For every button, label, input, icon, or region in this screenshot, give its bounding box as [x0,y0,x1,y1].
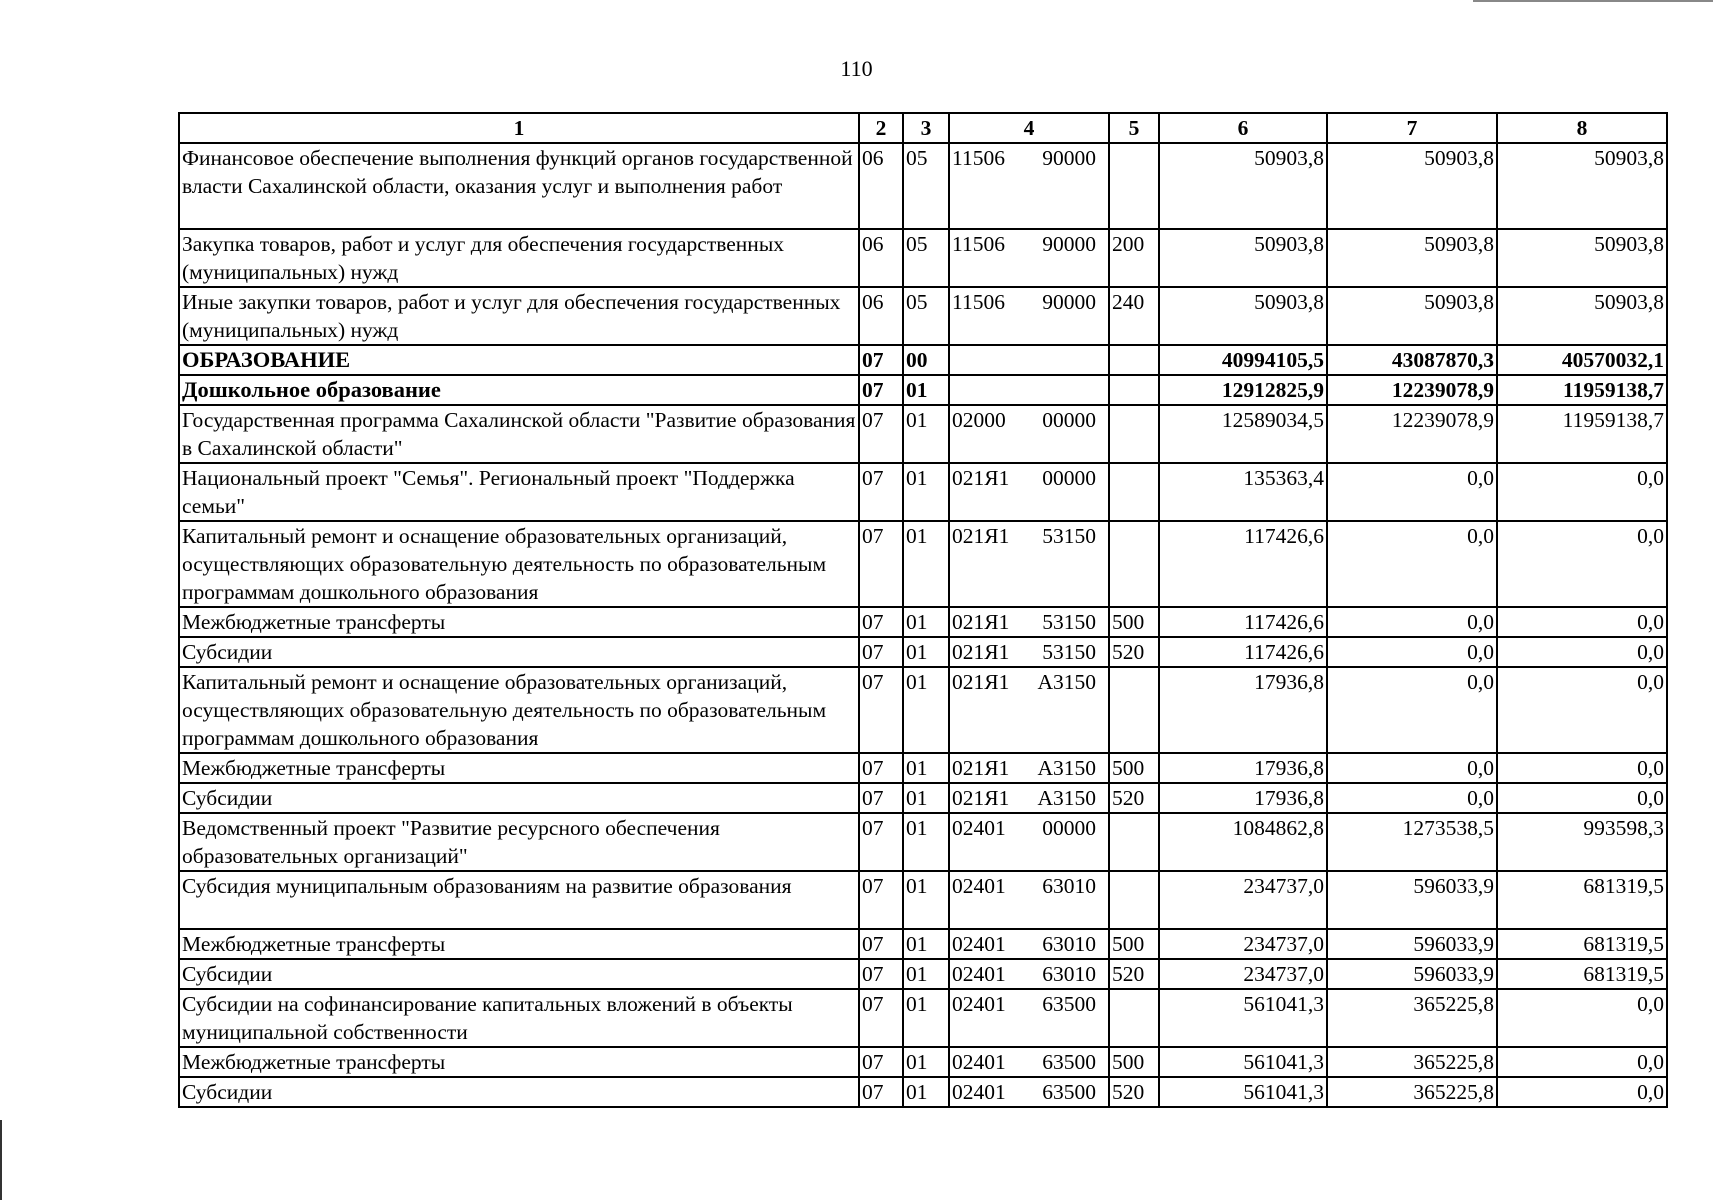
target-program-code: 11506 [952,290,1005,314]
section-code-cell: 07 [859,463,903,521]
amount-col8-cell: 40570032,1 [1497,345,1667,375]
subsection-code-cell: 01 [903,667,949,753]
target-article-cell [949,959,1109,989]
section-code-cell: 07 [859,667,903,753]
target-article-code [952,872,1106,900]
amount-col8-cell: 0,0 [1497,637,1667,667]
amount-col7-cell: 596033,9 [1327,871,1497,929]
amount-col8-cell: 0,0 [1497,783,1667,813]
target-direction-code: 53150 [1042,610,1096,634]
target-direction-code: 63500 [1042,1050,1096,1074]
subsection-code-cell: 01 [903,783,949,813]
amount-col7-cell: 12239078,9 [1327,375,1497,405]
amount-col6-cell: 234737,0 [1159,959,1327,989]
row-name-cell: Закупка товаров, работ и услуг для обеспечения государственных (муниципальных) нужд [179,229,859,287]
amount-col8-cell: 0,0 [1497,1047,1667,1077]
amount-col8-cell: 681319,5 [1497,871,1667,929]
expense-type-cell: 520 [1109,959,1159,989]
target-article-code [952,1048,1106,1076]
section-code-cell: 07 [859,607,903,637]
amount-col8-cell: 11959138,7 [1497,405,1667,463]
section-code-cell: 07 [859,783,903,813]
subsection-code-cell: 01 [903,959,949,989]
expense-type-cell [1109,345,1159,375]
expense-type-cell [1109,405,1159,463]
target-program-code: 021Я1 [952,670,1010,694]
target-article-code [952,230,1106,258]
table-row [179,929,1667,959]
section-code-cell: 07 [859,929,903,959]
subsection-code-cell: 01 [903,1047,949,1077]
amount-col7-cell: 596033,9 [1327,929,1497,959]
row-name-cell: Субсидии [179,959,859,989]
target-article-cell [949,405,1109,463]
row-name-cell: Субсидии [179,637,859,667]
amount-col7-cell: 1273538,5 [1327,813,1497,871]
table-row [179,375,1667,405]
amount-col6-cell: 17936,8 [1159,783,1327,813]
column-header: 1 [179,113,859,143]
row-name-cell: Ведомственный проект "Развитие ресурсного обеспечения образовательных организаций" [179,813,859,871]
table-row [179,143,1667,229]
column-header: 6 [1159,113,1327,143]
column-header: 7 [1327,113,1497,143]
row-name-cell: Субсидии [179,783,859,813]
target-program-code: 02401 [952,816,1006,840]
amount-col7-cell: 50903,8 [1327,143,1497,229]
target-program-code: 021Я1 [952,610,1010,634]
subsection-code-cell: 01 [903,813,949,871]
row-name-cell: Субсидия муниципальным образованиям на развитие образования [179,871,859,929]
subsection-code-cell: 01 [903,463,949,521]
target-article-code [952,522,1106,550]
section-code-cell: 07 [859,637,903,667]
target-program-code: 021Я1 [952,466,1010,490]
amount-col7-cell: 50903,8 [1327,287,1497,345]
table-row [179,989,1667,1047]
row-name-cell: Субсидии [179,1077,859,1107]
column-header: 3 [903,113,949,143]
target-article-code [952,990,1106,1018]
target-article-code [952,754,1106,782]
row-name-cell: Иные закупки товаров, работ и услуг для обеспечения государственных (муниципальных) нужд [179,287,859,345]
subsection-code-cell: 00 [903,345,949,375]
section-code-cell: 07 [859,813,903,871]
subsection-code-cell: 05 [903,287,949,345]
row-name-cell: Финансовое обеспечение выполнения функций органов государственной власти Сахалинской области, оказания услуг и выполнения работ [179,143,859,229]
amount-col6-cell: 40994105,5 [1159,345,1327,375]
target-program-code: 021Я1 [952,786,1010,810]
row-name-cell: Национальный проект "Семья". Региональный проект "Поддержка семьи" [179,463,859,521]
section-code-cell: 07 [859,753,903,783]
amount-col8-cell: 0,0 [1497,989,1667,1047]
table-row [179,405,1667,463]
row-name-cell: Капитальный ремонт и оснащение образовательных организаций, осуществляющих образовательную деятельность по образовательным программам дошкольного образования [179,521,859,607]
column-header: 2 [859,113,903,143]
expense-type-cell [1109,521,1159,607]
expense-type-cell [1109,375,1159,405]
amount-col6-cell: 117426,6 [1159,607,1327,637]
table-row [179,1047,1667,1077]
target-article-code [952,930,1106,958]
expense-type-cell: 520 [1109,1077,1159,1107]
amount-col8-cell: 50903,8 [1497,143,1667,229]
amount-col7-cell: 365225,8 [1327,989,1497,1047]
amount-col8-cell: 0,0 [1497,1077,1667,1107]
amount-col6-cell: 117426,6 [1159,637,1327,667]
target-direction-code: 53150 [1042,524,1096,548]
target-article-cell [949,929,1109,959]
table-header-row [179,113,1667,143]
amount-col7-cell: 365225,8 [1327,1077,1497,1107]
expense-type-cell [1109,143,1159,229]
row-name-cell: Государственная программа Сахалинской области "Развитие образования в Сахалинской области" [179,405,859,463]
amount-col7-cell: 43087870,3 [1327,345,1497,375]
expense-type-cell: 520 [1109,637,1159,667]
table-row [179,753,1667,783]
amount-col6-cell: 117426,6 [1159,521,1327,607]
subsection-code-cell: 01 [903,929,949,959]
target-article-cell [949,989,1109,1047]
amount-col8-cell: 11959138,7 [1497,375,1667,405]
target-program-code: 11506 [952,232,1005,256]
target-article-cell [949,521,1109,607]
subsection-code-cell: 01 [903,637,949,667]
target-article-cell [949,143,1109,229]
table-row [179,1077,1667,1107]
scan-edge-line [1473,0,1713,2]
subsection-code-cell: 01 [903,521,949,607]
target-article-cell [949,1077,1109,1107]
target-direction-code: 90000 [1042,290,1096,314]
target-article-cell [949,753,1109,783]
amount-col6-cell: 50903,8 [1159,287,1327,345]
row-name-cell: ОБРАЗОВАНИЕ [179,345,859,375]
target-article-cell [949,667,1109,753]
table-row [179,959,1667,989]
target-article-code [952,464,1106,492]
target-direction-code: А3150 [1037,756,1096,780]
subsection-code-cell: 01 [903,607,949,637]
row-name-cell: Субсидии на софинансирование капитальных вложений в объекты муниципальной собственности [179,989,859,1047]
table-row [179,521,1667,607]
target-article-cell [949,375,1109,405]
target-article-cell [949,1047,1109,1077]
target-article-cell [949,783,1109,813]
amount-col7-cell: 50903,8 [1327,229,1497,287]
section-code-cell: 07 [859,989,903,1047]
amount-col6-cell: 561041,3 [1159,1047,1327,1077]
target-article-cell [949,637,1109,667]
subsection-code-cell: 01 [903,989,949,1047]
expense-type-cell [1109,463,1159,521]
amount-col8-cell: 0,0 [1497,521,1667,607]
target-program-code: 02401 [952,1080,1006,1104]
column-header: 8 [1497,113,1667,143]
amount-col8-cell: 0,0 [1497,753,1667,783]
target-article-code [952,814,1106,842]
expense-type-cell: 500 [1109,1047,1159,1077]
section-code-cell: 07 [859,871,903,929]
section-code-cell: 07 [859,375,903,405]
amount-col6-cell: 135363,4 [1159,463,1327,521]
amount-col8-cell: 50903,8 [1497,287,1667,345]
amount-col7-cell: 0,0 [1327,667,1497,753]
amount-col6-cell: 17936,8 [1159,667,1327,753]
scan-edge-line-left [0,1120,2,1200]
target-direction-code: 63010 [1042,932,1096,956]
target-article-cell [949,287,1109,345]
section-code-cell: 07 [859,1077,903,1107]
expense-type-cell: 520 [1109,783,1159,813]
target-direction-code: А3150 [1037,786,1096,810]
target-article-code [952,406,1106,434]
table-body [179,143,1667,1107]
table-row [179,345,1667,375]
amount-col8-cell: 50903,8 [1497,229,1667,287]
section-code-cell: 07 [859,405,903,463]
target-program-code: 021Я1 [952,524,1010,548]
target-article-code [952,608,1106,636]
subsection-code-cell: 01 [903,871,949,929]
target-program-code: 11506 [952,146,1005,170]
target-direction-code: 63500 [1042,1080,1096,1104]
column-header: 4 [949,113,1109,143]
amount-col7-cell: 0,0 [1327,607,1497,637]
table-row [179,229,1667,287]
amount-col8-cell: 681319,5 [1497,929,1667,959]
target-direction-code: 00000 [1042,816,1096,840]
target-direction-code: А3150 [1037,670,1096,694]
row-name-cell: Межбюджетные трансферты [179,753,859,783]
target-article-cell [949,463,1109,521]
table-row [179,813,1667,871]
target-article-cell [949,345,1109,375]
amount-col7-cell: 0,0 [1327,637,1497,667]
amount-col6-cell: 561041,3 [1159,989,1327,1047]
table-row [179,783,1667,813]
amount-col7-cell: 596033,9 [1327,959,1497,989]
target-article-code [952,288,1106,316]
table-row [179,287,1667,345]
target-article-cell [949,229,1109,287]
target-program-code: 02401 [952,874,1006,898]
table-row [179,871,1667,929]
section-code-cell: 07 [859,345,903,375]
expense-type-cell [1109,989,1159,1047]
amount-col6-cell: 234737,0 [1159,929,1327,959]
subsection-code-cell: 01 [903,1077,949,1107]
target-direction-code: 63010 [1042,874,1096,898]
section-code-cell: 06 [859,287,903,345]
table-row [179,637,1667,667]
column-header: 5 [1109,113,1159,143]
subsection-code-cell: 05 [903,229,949,287]
subsection-code-cell: 05 [903,143,949,229]
expense-type-cell: 240 [1109,287,1159,345]
amount-col7-cell: 0,0 [1327,783,1497,813]
table-row [179,667,1667,753]
budget-table [178,112,1668,1108]
amount-col6-cell: 1084862,8 [1159,813,1327,871]
target-article-code [952,638,1106,666]
amount-col7-cell: 365225,8 [1327,1047,1497,1077]
amount-col8-cell: 0,0 [1497,607,1667,637]
target-program-code: 021Я1 [952,640,1010,664]
subsection-code-cell: 01 [903,405,949,463]
amount-col6-cell: 50903,8 [1159,229,1327,287]
section-code-cell: 06 [859,143,903,229]
amount-col6-cell: 561041,3 [1159,1077,1327,1107]
target-direction-code: 90000 [1042,232,1096,256]
subsection-code-cell: 01 [903,375,949,405]
expense-type-cell: 500 [1109,607,1159,637]
section-code-cell: 07 [859,959,903,989]
amount-col7-cell: 12239078,9 [1327,405,1497,463]
section-code-cell: 07 [859,1047,903,1077]
expense-type-cell [1109,813,1159,871]
target-program-code: 02401 [952,1050,1006,1074]
table-row [179,463,1667,521]
row-name-cell: Капитальный ремонт и оснащение образовательных организаций, осуществляющих образовательную деятельность по образовательным программам дошкольного образования [179,667,859,753]
target-article-cell [949,607,1109,637]
row-name-cell: Межбюджетные трансферты [179,1047,859,1077]
target-article-code [952,784,1106,812]
target-article-code [952,144,1106,172]
amount-col6-cell: 17936,8 [1159,753,1327,783]
target-direction-code: 63010 [1042,962,1096,986]
amount-col6-cell: 12589034,5 [1159,405,1327,463]
amount-col6-cell: 234737,0 [1159,871,1327,929]
target-direction-code: 63500 [1042,992,1096,1016]
target-article-cell [949,871,1109,929]
table-row [179,607,1667,637]
expense-type-cell: 500 [1109,753,1159,783]
subsection-code-cell: 01 [903,753,949,783]
expense-type-cell: 500 [1109,929,1159,959]
expense-type-cell [1109,667,1159,753]
amount-col8-cell: 0,0 [1497,463,1667,521]
amount-col6-cell: 12912825,9 [1159,375,1327,405]
row-name-cell: Межбюджетные трансферты [179,607,859,637]
target-direction-code: 00000 [1042,408,1096,432]
target-program-code: 021Я1 [952,756,1010,780]
row-name-cell: Дошкольное образование [179,375,859,405]
target-program-code: 02401 [952,992,1006,1016]
amount-col8-cell: 993598,3 [1497,813,1667,871]
target-direction-code: 90000 [1042,146,1096,170]
expense-type-cell [1109,871,1159,929]
amount-col7-cell: 0,0 [1327,463,1497,521]
target-program-code: 02401 [952,932,1006,956]
section-code-cell: 06 [859,229,903,287]
amount-col7-cell: 0,0 [1327,753,1497,783]
row-name-cell: Межбюджетные трансферты [179,929,859,959]
section-code-cell: 07 [859,521,903,607]
target-program-code: 02000 [952,408,1006,432]
amount-col6-cell: 50903,8 [1159,143,1327,229]
amount-col8-cell: 681319,5 [1497,959,1667,989]
target-direction-code: 53150 [1042,640,1096,664]
page-number: 110 [840,56,873,81]
target-article-code [952,1078,1106,1106]
target-direction-code: 00000 [1042,466,1096,490]
target-program-code: 02401 [952,962,1006,986]
target-article-cell [949,813,1109,871]
target-article-code [952,668,1106,696]
expense-type-cell: 200 [1109,229,1159,287]
target-article-code [952,960,1106,988]
amount-col7-cell: 0,0 [1327,521,1497,607]
amount-col8-cell: 0,0 [1497,667,1667,753]
